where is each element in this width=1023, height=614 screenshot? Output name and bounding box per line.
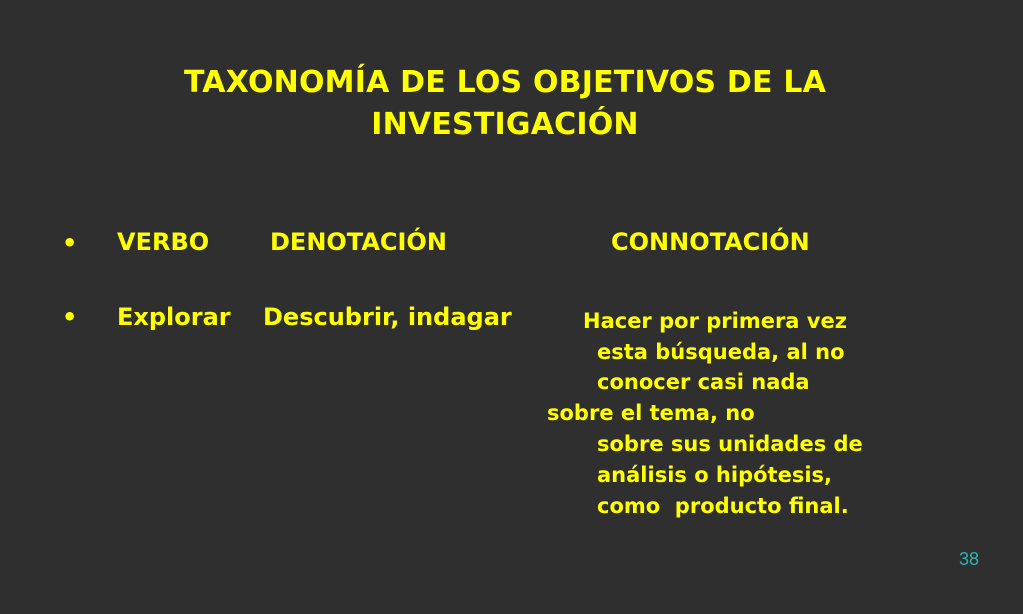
bullet-1: •	[62, 229, 78, 257]
connotation-line: análisis o hipótesis,	[597, 463, 832, 487]
connotation-line: sobre el tema, no	[547, 401, 755, 425]
entry-verb: Explorar	[117, 303, 231, 331]
connotation-line: como producto final.	[597, 494, 849, 518]
page-number: 38	[958, 549, 979, 569]
header-denotation: DENOTACIÓN	[270, 228, 447, 256]
connotation-line: conocer casi nada	[597, 370, 810, 394]
header-connotation: CONNOTACIÓN	[611, 228, 810, 256]
slide-title	[0, 62, 1010, 146]
connotation-line: Hacer por primera vez	[583, 309, 847, 333]
title-line-2: INVESTIGACIÓN	[371, 107, 639, 142]
title-line-1: TAXONOMÍA DE LOS OBJETIVOS DE LA	[183, 65, 827, 100]
header-verb: VERBO	[117, 228, 210, 256]
entry-denotation: Descubrir, indagar	[263, 303, 512, 331]
connotation-line: esta búsqueda, al no	[597, 340, 845, 364]
bullet-2: •	[62, 303, 78, 331]
connotation-line: sobre sus unidades de	[597, 432, 863, 456]
